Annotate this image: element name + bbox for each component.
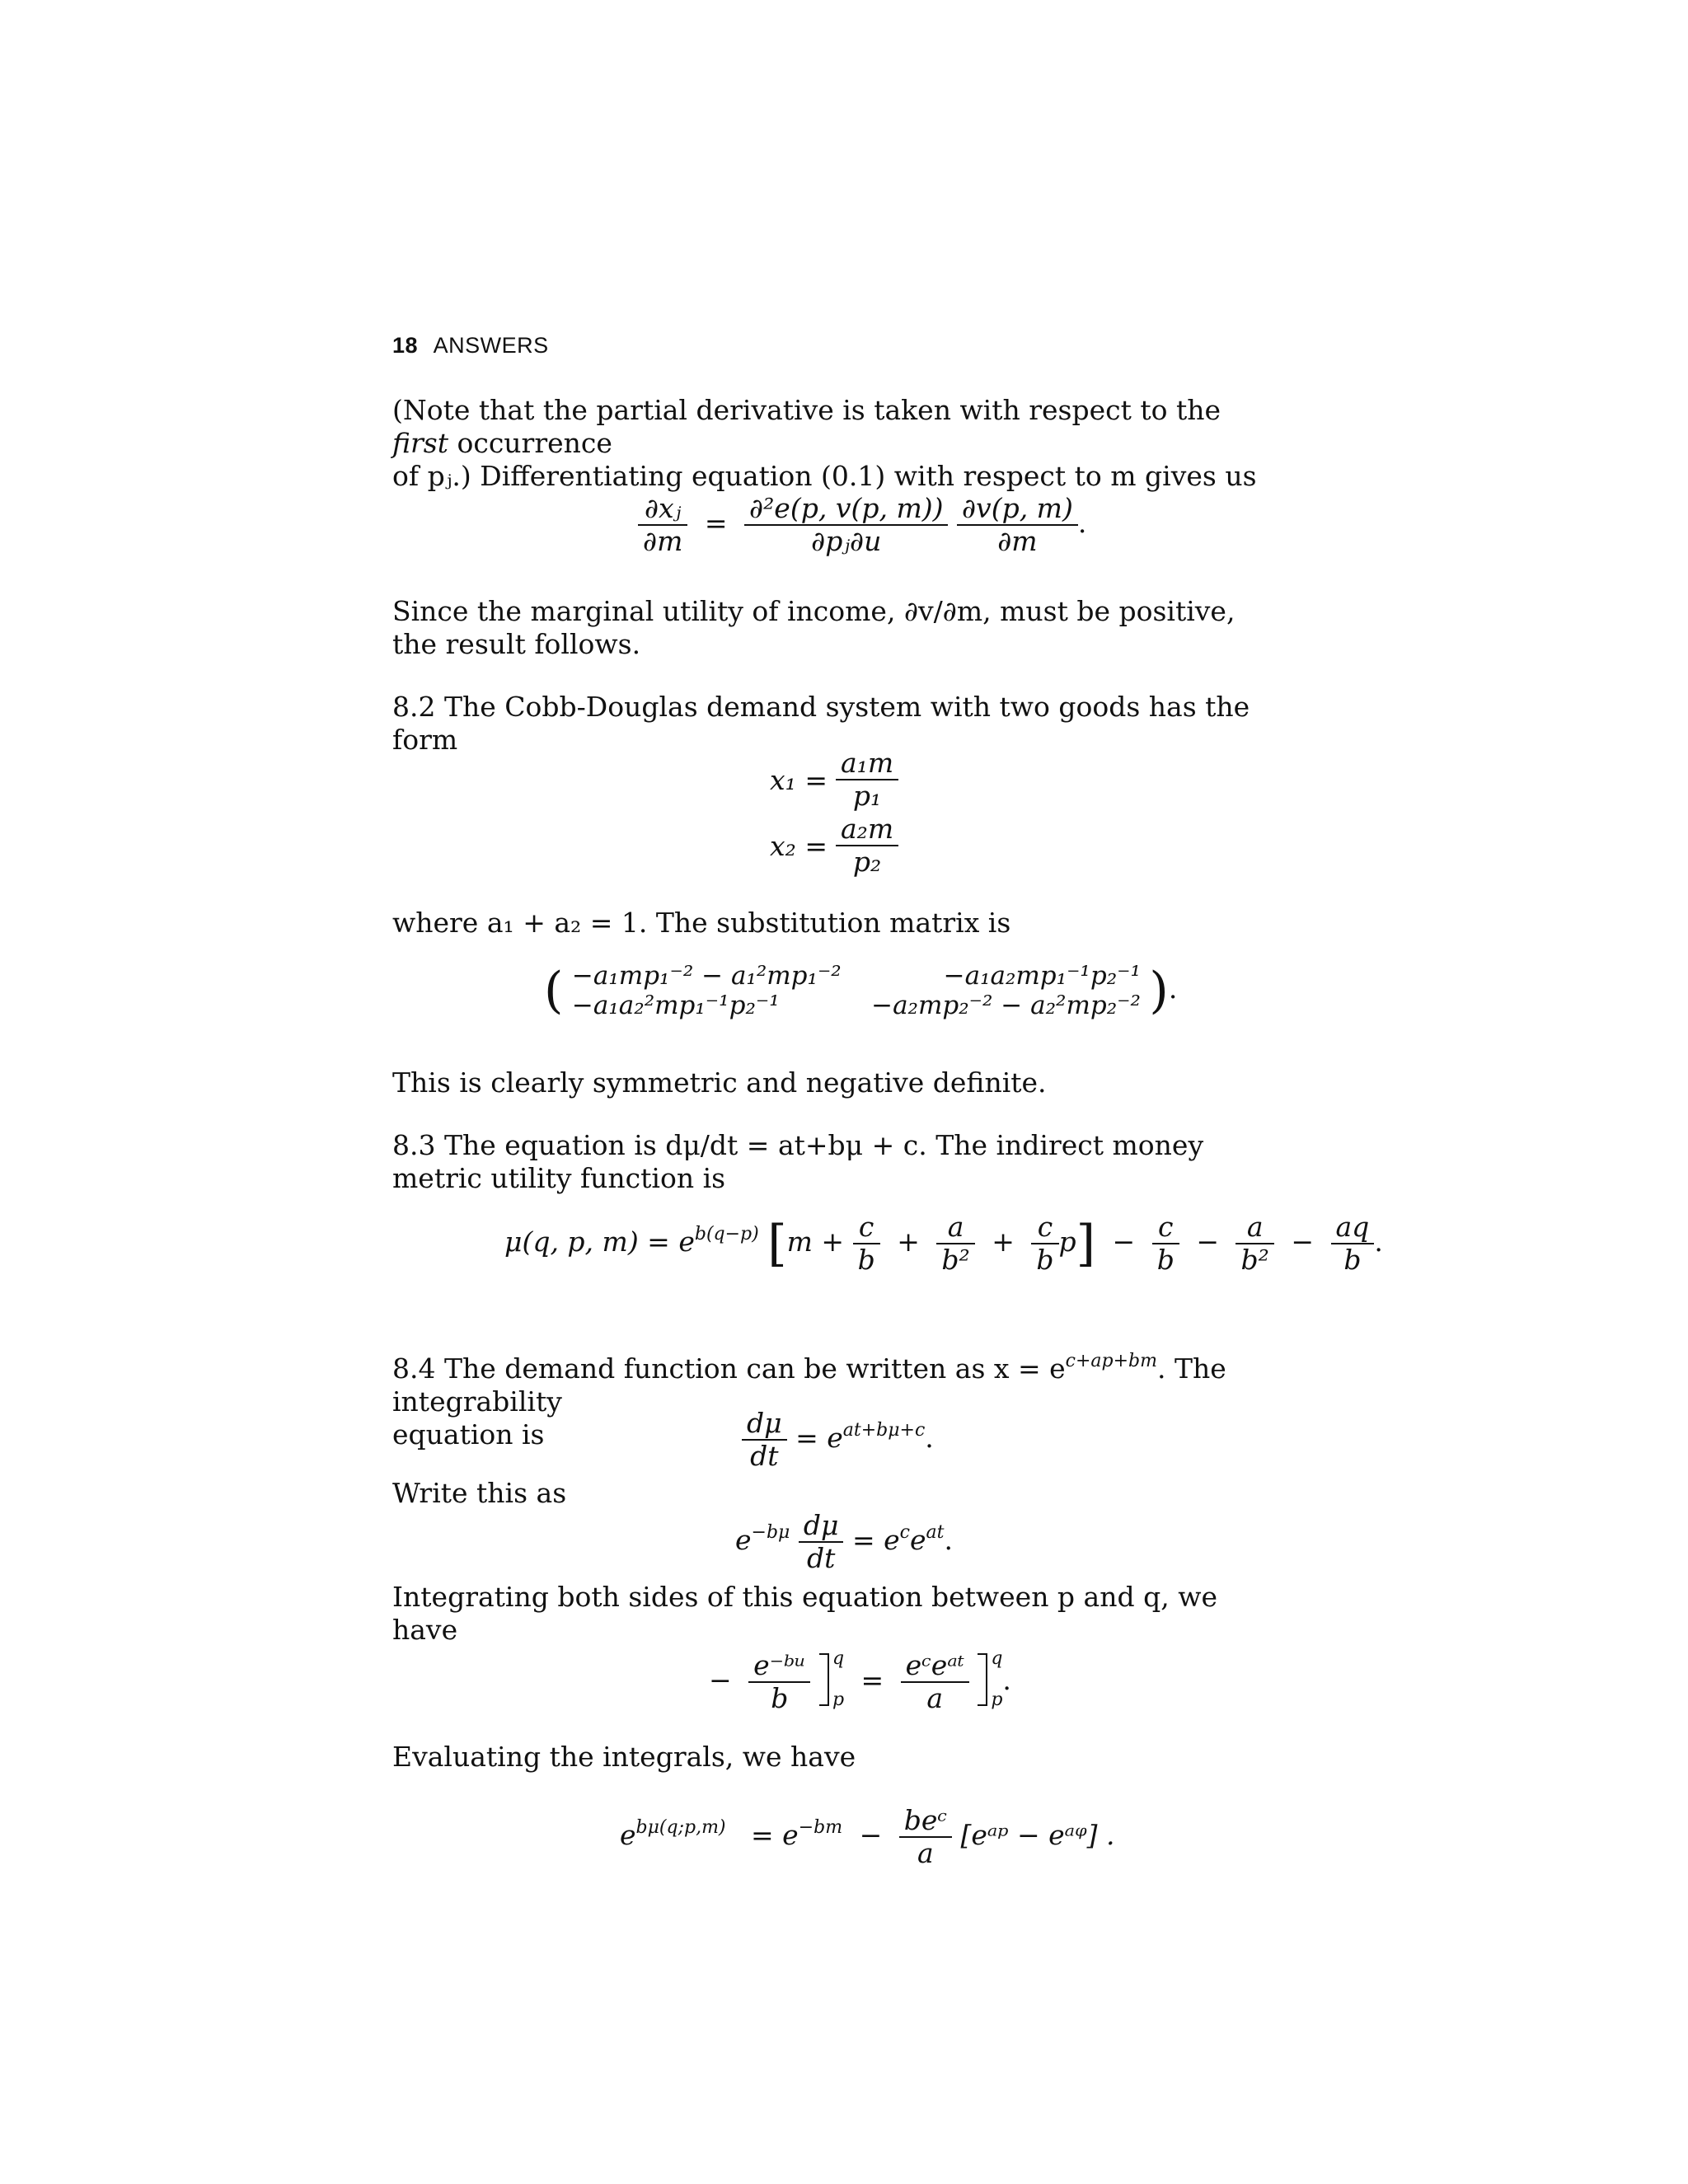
frac-num: dμ <box>742 1408 787 1441</box>
fraction-c-b <box>1031 1212 1058 1276</box>
frac-den: b <box>1036 1244 1054 1276</box>
frac-num: c <box>853 1212 880 1244</box>
frac-den: b <box>857 1244 875 1276</box>
eq-exponent: b(q−p) <box>694 1224 759 1244</box>
matrix-cell: −a₂mp₂⁻² − a₂²mp₂⁻² <box>871 991 1141 1020</box>
exponent: at <box>926 1522 945 1543</box>
term: e <box>735 1524 752 1556</box>
text: . The integrability <box>392 1352 1226 1418</box>
paragraph-marginal-utility: Since the marginal utility of income, ∂v/∂m, must be positive, the result follows. <box>392 595 1236 660</box>
equation-integrated: − $\frac{\text{e⁻ᵇᵘ}}{b}$ q p = $\frac{\text{eᶜeᵃᵗ}}{a}$ q p . <box>709 1648 1011 1714</box>
note-line-2: of pⱼ.) Differentiating equation (0.1) with respect to m gives us <box>392 460 1257 492</box>
row-lhs: x₂ = <box>770 829 828 862</box>
fraction-second-derivative <box>744 493 948 557</box>
frac-num: eᶜeᵃᵗ <box>901 1650 969 1683</box>
matrix-body <box>572 961 1141 1020</box>
frac-num: aq <box>1331 1212 1375 1244</box>
paragraph-substitution: where a₁ + a₂ = 1. The substitution matrix is <box>392 907 1011 939</box>
equation-rewritten: $e^{-b\mu}$ $\frac{d\mu}{dt}$ = $e^ce^{at}$. <box>735 1509 953 1574</box>
paragraph-8-2: 8.2 The Cobb-Douglas demand system with two goods has the form <box>392 691 1250 756</box>
equation-integrability: $\frac{d\mu}{dt}$ = $e^{at+b\mu+c}$. <box>742 1408 934 1472</box>
fraction-dmu-dt <box>742 1408 787 1472</box>
evaluation-bar-left <box>819 1648 845 1711</box>
term: e <box>620 1819 636 1851</box>
paragraph-8-3: 8.3 The equation is dμ/dt = at+bμ + c. The indirect money metric utility function is <box>392 1129 1204 1194</box>
paragraph-note <box>392 394 1274 493</box>
fraction-bec-a <box>899 1805 952 1869</box>
fraction-a-b2 <box>936 1212 974 1276</box>
note-text: (Note that the partial derivative is taken with respect to the <box>392 394 1221 426</box>
term: = e <box>751 1819 799 1851</box>
term: e <box>909 1524 926 1556</box>
matrix-row-2 <box>572 991 1141 1020</box>
fraction <box>836 748 898 812</box>
frac-den: a <box>926 1682 944 1714</box>
text: 8.4 The demand function can be written as x = e <box>392 1352 1066 1385</box>
row-lhs: x₁ = <box>770 763 828 796</box>
exponent: c+ap+bm <box>1065 1351 1157 1371</box>
text: equation is <box>392 1418 545 1451</box>
exponent: bμ(q;p,m) <box>635 1817 726 1838</box>
frac-num: a₂m <box>836 813 898 846</box>
fraction-dmu-dt <box>799 1510 844 1574</box>
upper-limit: q <box>991 1648 1003 1669</box>
matrix-cell: −a₁a₂²mp₁⁻¹p₂⁻¹ <box>571 991 780 1020</box>
eq-lhs: μ(q, p, m) = e <box>504 1226 695 1258</box>
matrix-cell: −a₁a₂mp₁⁻¹p₂⁻¹ <box>943 961 1141 991</box>
frac-num: c <box>1152 1212 1179 1244</box>
demand-row-1 <box>770 747 898 813</box>
equation-cobb-douglas <box>770 747 898 879</box>
frac-den: p₁ <box>852 780 882 812</box>
substitution-matrix: ( −a₁mp₁⁻² − a₁²mp₁⁻² −a₁a₂mp₁⁻¹p₂⁻¹ −a₁a₂²mp₁⁻¹p₂⁻¹ −a₂mp₂⁻² − a₂²mp₂⁻² ). <box>544 961 1178 1020</box>
bracket-term: [eᵃᵖ − eᵃᵠ] . <box>960 1819 1115 1851</box>
demand-row-2 <box>770 813 898 879</box>
term-m: m + <box>786 1226 845 1258</box>
frac-den: b <box>771 1682 789 1714</box>
matrix-cell: −a₁mp₁⁻² − a₁²mp₁⁻² <box>571 961 842 991</box>
frac-num: ∂xⱼ <box>638 493 687 526</box>
frac-num: e⁻ᵇᵘ <box>748 1650 810 1683</box>
frac-num: a <box>1236 1212 1273 1244</box>
fraction-right <box>901 1650 969 1714</box>
paragraph-symmetric: This is clearly symmetric and negative definite. <box>392 1066 1047 1099</box>
note-emphasis: first <box>392 427 448 459</box>
frac-den: ∂m <box>643 525 683 557</box>
fraction <box>836 813 898 878</box>
eq-rhs: = e <box>795 1422 843 1454</box>
exponent: −bm <box>798 1817 843 1838</box>
exponent: c <box>899 1522 910 1543</box>
frac-den: b² <box>1240 1244 1269 1276</box>
frac-num: beᶜ <box>899 1805 952 1838</box>
fraction-dxj-dm <box>638 493 687 557</box>
frac-num: a₁m <box>836 748 898 780</box>
fraction-dv-dm <box>957 493 1078 557</box>
frac-den: b <box>1156 1244 1175 1276</box>
frac-num: a <box>936 1212 974 1244</box>
section-title: ANSWERS <box>433 333 549 358</box>
lower-limit: p <box>832 1690 845 1710</box>
term-p: p <box>1058 1226 1076 1258</box>
running-header <box>392 333 549 359</box>
frac-den: a <box>917 1837 934 1869</box>
paragraph-evaluating: Evaluating the integrals, we have <box>392 1741 856 1773</box>
frac-den: ∂pⱼ∂u <box>811 525 882 557</box>
exponent: −bμ <box>751 1522 790 1543</box>
page-number: 18 <box>392 333 419 358</box>
frac-den: dt <box>750 1440 779 1472</box>
upper-limit: q <box>832 1648 845 1669</box>
frac-num: c <box>1031 1212 1058 1244</box>
fraction-a-b2 <box>1236 1212 1273 1276</box>
eq-exponent: at+bμ+c <box>842 1420 926 1441</box>
frac-den: dt <box>806 1542 836 1574</box>
fraction-left <box>748 1650 810 1714</box>
frac-num: ∂²e(p, v(p, m)) <box>744 493 948 526</box>
paragraph-write-this: Write this as <box>392 1477 567 1509</box>
frac-den: b <box>1343 1244 1362 1276</box>
evaluation-bar-right <box>978 1648 1003 1711</box>
paragraph-integrating: Integrating both sides of this equation between p and q, we have <box>392 1581 1217 1646</box>
equation-result: $e^{b\mu(q;p,m)} = e^{-bm}$ − $\frac{\text{beᶜ}}{a}$ [eᵃᵖ − eᵃᵠ] . <box>620 1804 1115 1869</box>
equation-derivative: $\frac{\text{∂xⱼ}}{\partial m}$ = $\frac{\text{∂²e(p, v(p, m))}}{\text{∂pⱼ∂u}}$ $\frac{\partial v(p, m)}{\partial m}$ . <box>638 493 1086 557</box>
frac-den: b² <box>941 1244 970 1276</box>
fraction-c-b <box>1152 1212 1179 1276</box>
frac-den: ∂m <box>997 525 1038 557</box>
equation-money-metric: μ(q, p, $m) = e^{b(q-p)}$ [m + $\frac{c}{b}$ + $\frac{a}{\text{b²}}$ + $\frac{c}{b}$ p] − $\frac{c}{b}$ − $\frac{a}{\text{b²}}$ − $\frac{aq}{b}$ . <box>504 1211 1383 1276</box>
note-text-end: occurrence <box>448 427 612 459</box>
frac-num: ∂v(p, m) <box>957 493 1078 526</box>
frac-den: p₂ <box>852 846 882 878</box>
frac-num: dμ <box>799 1510 844 1543</box>
fraction-c-b <box>853 1212 880 1276</box>
matrix-row-1 <box>572 961 1141 991</box>
lower-limit: p <box>991 1690 1003 1710</box>
fraction-aq-b <box>1331 1212 1375 1276</box>
term: = e <box>851 1524 900 1556</box>
